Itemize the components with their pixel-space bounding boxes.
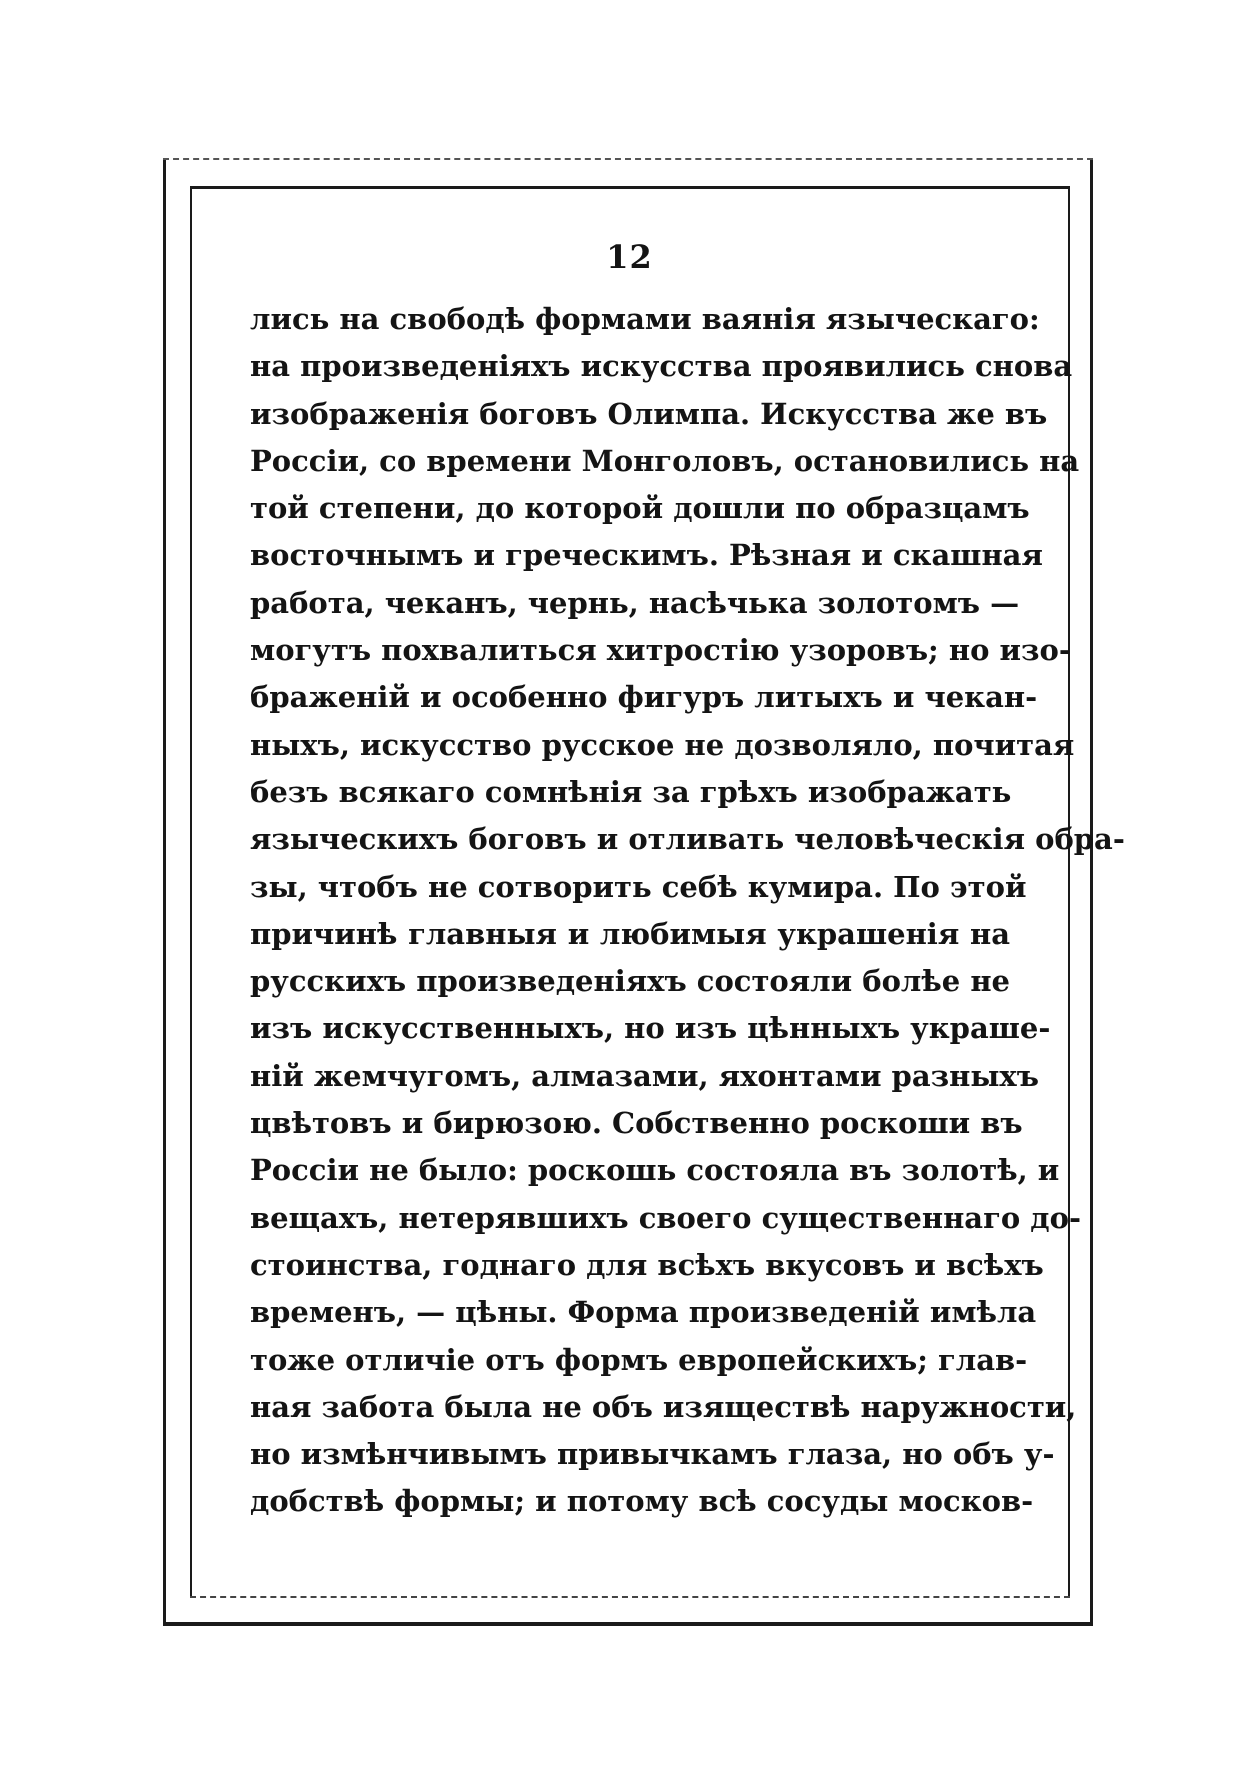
body-text	[250, 296, 1125, 1526]
text-line: Россіи, со времени Монголовъ, остановились на	[250, 443, 1080, 478]
text-line: восточнымъ и греческимъ. Рѣзная и скашная	[250, 538, 1043, 573]
inner-frame-bottom-rule	[190, 1596, 1070, 1598]
text-line: могутъ похвалиться хитростію узоровъ; но изо-	[250, 633, 1071, 668]
text-line: но измѣнчивымъ привычкамъ глаза, но объ у-	[250, 1437, 1055, 1472]
text-line: русскихъ произведеніяхъ состояли болѣе не	[250, 964, 1010, 999]
text-line: добствѣ формы; и потому всѣ сосуды москов-	[250, 1484, 1034, 1519]
text-line: той степени, до которой дошли по образцамъ	[250, 491, 1030, 526]
text-line: ній жемчугомъ, алмазами, яхонтами разныхъ	[250, 1058, 1039, 1093]
text-line: причинѣ главныя и любимыя украшенія на	[250, 916, 1010, 951]
text-line: изображенія боговъ Олимпа. Искусства же въ	[250, 396, 1048, 431]
text-line: цвѣтовъ и бирюзою. Собственно роскоши въ	[250, 1106, 1023, 1141]
text-line: зы, чтобъ не сотворить себѣ кумира. По этой	[250, 869, 1027, 904]
text-line: работа, чеканъ, чернь, насѣчька золотомъ —	[250, 585, 1020, 620]
text-line: временъ, — цѣны. Форма произведеній имѣла	[250, 1295, 1037, 1330]
text-line: на произведеніяхъ искусства проявились снова	[250, 349, 1073, 384]
text-line: ныхъ, искусство русское не дозволяло, почитая	[250, 727, 1075, 762]
text-line: Россіи не было: роскошь состояла въ золотѣ, и	[250, 1153, 1060, 1188]
text-line: стоинства, годнаго для всѣхъ вкусовъ и всѣхъ	[250, 1247, 1044, 1282]
page-number: 12	[606, 238, 653, 276]
text-line: тоже отличіе отъ формъ европейскихъ; глав-	[250, 1342, 1028, 1377]
text-line: лись на свободѣ формами ваянія языческаго:	[250, 302, 1040, 336]
text-line: браженій и особенно фигуръ литыхъ и чекан-	[250, 680, 1038, 715]
text-line: ная забота была не объ изяществѣ наружности,	[250, 1389, 1077, 1424]
text-line: языческихъ боговъ и отливать человѣческія обра-	[250, 822, 1125, 857]
text-line: безъ всякаго сомнѣнія за грѣхъ изображать	[250, 774, 1012, 809]
text-line: изъ искусственныхъ, но изъ цѣнныхъ украше-	[250, 1011, 1051, 1046]
text-line: вещахъ, нетерявшихъ своего существеннаго до-	[250, 1200, 1082, 1235]
